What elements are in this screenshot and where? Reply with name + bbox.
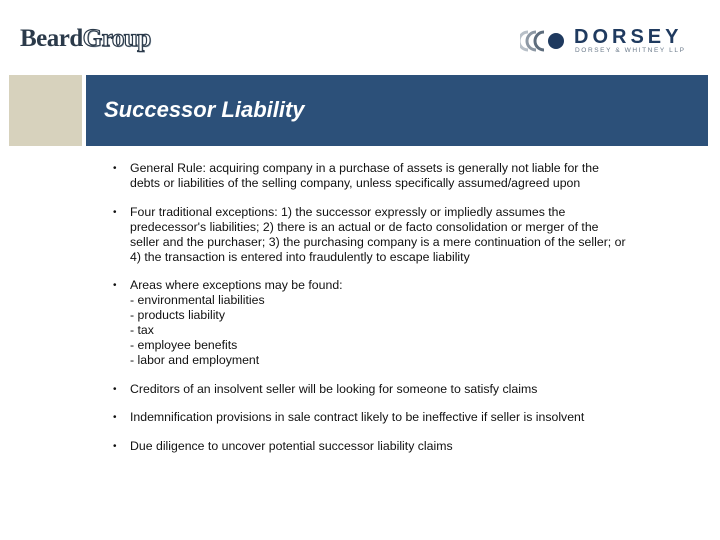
bullet-text: Indemnification provisions in sale contract likely to be ineffective if seller is insolvent <box>130 410 585 424</box>
bullet-text: General Rule: acquiring company in a purchase of assets is generally not liable for the debts or liabilities of the selling company, unless specifically assumed/agreed upon <box>130 161 599 190</box>
bullet-text: Due diligence to uncover potential successor liability claims <box>130 439 453 453</box>
bullet-text: Areas where exceptions may be found: - environmental liabilities - products liability - tax - employee benefits - labor and employment <box>130 278 343 367</box>
dorsey-name: DORSEY <box>574 26 683 48</box>
slide-title: Successor Liability <box>104 97 305 122</box>
bullet-text: Creditors of an insolvent seller will be looking for someone to satisfy claims <box>130 382 538 396</box>
bullet-dot-icon: • <box>113 441 117 452</box>
bullet-dot-icon: • <box>113 163 117 174</box>
bullet-dot-icon: • <box>113 280 117 291</box>
logo-beard-part: Beard <box>20 25 83 52</box>
bullet-dot-icon: • <box>113 412 117 423</box>
bullet-text: Four traditional exceptions: 1) the successor expressly or impliedly assumes the predecessor's liabilities; 2) there is an actual or de facto consolidation or merger of the seller and the purchaser; 3) the purchasing company is a mere continuation of the seller; or 4) the transaction is entered into fraudulently to escape liability <box>130 205 626 264</box>
logo-group-part: Group <box>82 25 151 52</box>
bullet-dot-icon: • <box>113 207 117 218</box>
bullet-dot-icon: • <box>113 384 117 395</box>
dorsey-tagline: DORSEY & WHITNEY LLP <box>575 47 686 54</box>
